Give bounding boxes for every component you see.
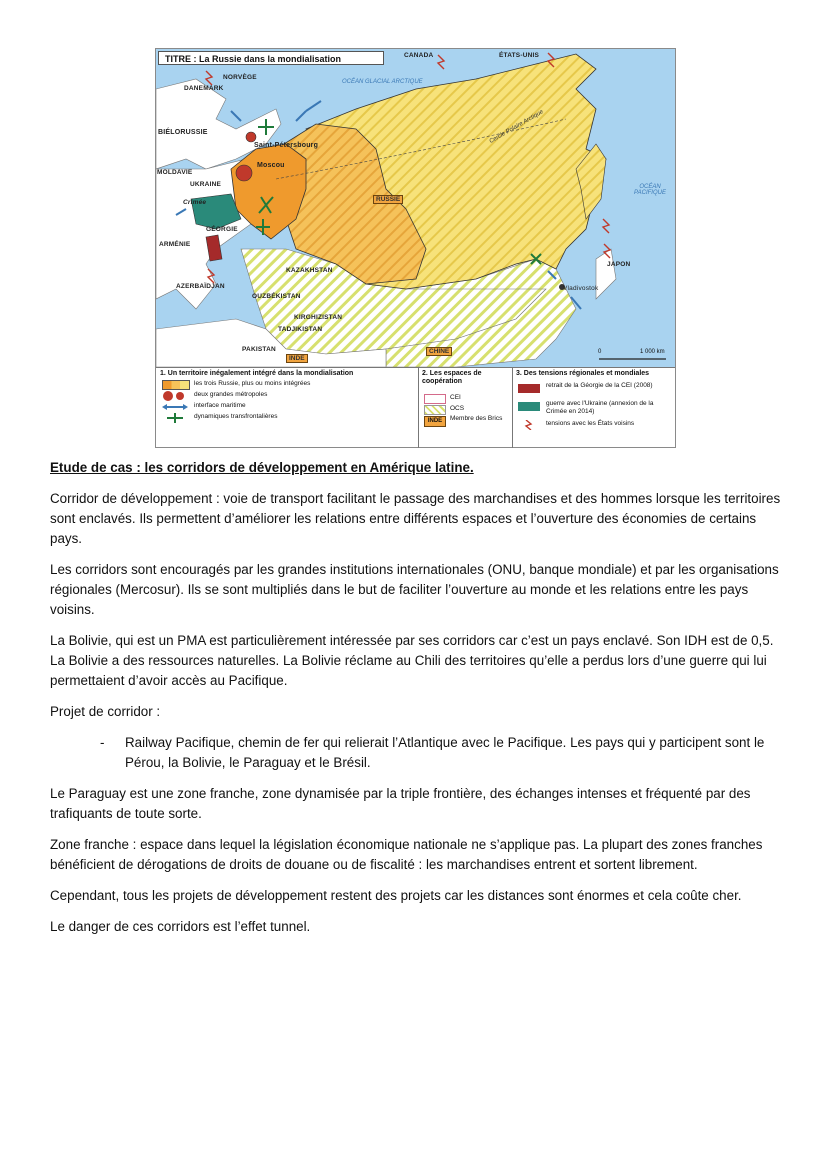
label-moldavie: MOLDAVIE <box>157 169 193 176</box>
paragraph: Zone franche : espace dans lequel la législation économique nationale ne s’applique pas. La plupart des zones franches bénéficient de dérogations de droits de douane ou de fiscalité : les marchandises entrent et sortent librement. <box>50 837 763 872</box>
label-danemark: DANEMARK <box>184 85 224 92</box>
legend-item: les trois Russie, plus ou moins intégrées <box>160 378 415 389</box>
label-saint-petersbourg: Saint-Pétersbourg <box>254 142 319 149</box>
label-bielorussie: BIÉLORUSSIE <box>158 129 208 136</box>
paragraph: Projet de corridor : <box>50 704 161 719</box>
bullet-item <box>50 733 782 773</box>
map-title: TITRE : La Russie dans la mondialisation <box>158 51 384 65</box>
legend-section-2 <box>422 370 510 434</box>
label-chine: CHINE <box>426 347 452 356</box>
label-azerbaidjan: AZERBAÏDJAN <box>176 283 225 290</box>
label-ocean-glacial: OCÉAN GLACIAL ARCTIQUE <box>342 79 423 85</box>
ukraine-swatch <box>518 402 540 411</box>
legend-item: interface maritime <box>160 400 415 411</box>
label-crimee: Crimée <box>183 199 207 206</box>
map-drawing <box>156 49 675 367</box>
label-kazakhstan: KAZAKHSTAN <box>286 267 333 274</box>
legend-item: OCS <box>422 403 510 414</box>
label-japon: JAPON <box>607 261 631 268</box>
paragraph: Cependant, tous les projets de développement restent des projets car les distances sont énormes et cela coûte cher. <box>50 888 742 903</box>
label-russie: RUSSIE <box>373 195 403 204</box>
scale-zero: 0 <box>598 349 602 355</box>
case-study-heading: Etude de cas : les corridors de développement en Amérique latine. <box>50 460 474 475</box>
map-legend <box>156 367 675 448</box>
moscou-marker <box>236 165 252 181</box>
label-ukraine: UKRAINE <box>190 181 222 188</box>
label-usa: ÉTATS-UNIS <box>499 52 540 59</box>
bullet-dash: - <box>100 735 105 750</box>
label-cercle-polaire: Cercle Polaire Arctique <box>488 109 545 145</box>
saint-petersbourg-marker <box>246 132 256 142</box>
legend-s1-title: 1. Un territoire inégalement intégré dans la mondialisation <box>160 370 354 377</box>
legend-divider <box>512 368 513 448</box>
legend-s2-title: 2. Les espaces de coopération <box>422 370 482 385</box>
maritime-arrow-swatch <box>162 402 188 410</box>
label-moscou: Moscou <box>257 162 285 169</box>
legend-item: guerre avec l'Ukraine (annexion de la Crimée en 2014) <box>516 400 672 418</box>
legend-section-3 <box>516 370 672 429</box>
paragraph: Corridor de développement : voie de transport facilitant le passage des marchandises et des hommes lorsque les territoires sont enclavés. Ils permettent d’améliorer les relations entre différents espaces et l’ouverture des économies de certains pays. <box>50 491 781 546</box>
paragraph: La Bolivie, qui est un PMA est particulièrement intéressée par ses corridors car c’est un pays enclavé. Son IDH est de 0,5. La Bolivie a des ressources naturelles. La Bolivie réclame au Chili des territoires qu’elle a perdus lors d’une guerre qui lui permettaient d’avoir accès au Pacifique. <box>50 633 774 688</box>
label-pakistan: PAKISTAN <box>242 346 276 353</box>
metropole-swatch <box>162 391 188 399</box>
legend-item: retrait de la Géorgie de la CEI (2008) <box>516 382 672 400</box>
label-georgie: GÉORGIE <box>206 226 238 233</box>
label-norvege: NORVÈGE <box>223 74 257 81</box>
legend-section-1 <box>160 370 415 422</box>
label-ocean-pacifique: OCÉAN PACIFIQUE <box>634 184 666 196</box>
legend-item: CEI <box>422 392 510 403</box>
legend-divider <box>418 368 419 448</box>
scale-km: 1 000 km <box>640 349 665 355</box>
label-canada: CANADA <box>404 52 434 59</box>
legend-item: dynamiques transfrontalières <box>160 411 415 422</box>
georgia-swatch <box>518 384 540 393</box>
legend-item: tensions avec les États voisins <box>516 418 672 429</box>
label-armenie: ARMÉNIE <box>159 241 191 248</box>
brics-swatch: INDE <box>424 416 446 427</box>
document-body <box>50 458 782 948</box>
legend-s3-title: 3. Des tensions régionales et mondiales <box>516 370 650 377</box>
legend-item: deux grandes métropoles <box>160 389 415 400</box>
russia-map-figure <box>155 48 676 448</box>
cross-border-swatch <box>162 413 188 421</box>
paragraph: Le danger de ces corridors est l’effet tunnel. <box>50 919 311 934</box>
paragraph: Le Paraguay est une zone franche, zone dynamisée par la triple frontière, des échanges intenses et fréquenté par des trafiquants de toute sorte. <box>50 786 751 821</box>
label-ouzbekistan: OUZBÉKISTAN <box>252 293 301 300</box>
label-tadjikistan: TADJIKISTAN <box>278 326 323 333</box>
label-inde: INDE <box>286 354 308 363</box>
tension-swatch <box>518 420 540 428</box>
label-vladivostok: Vladivostok <box>563 285 599 292</box>
paragraph: Les corridors sont encouragés par les grandes institutions internationales (ONU, banque mondiale) et par les organisations régionales (Mercosur). Ils se sont multipliés dans le but de faciliter l’ouverture au monde et les relations entre les pays voisins. <box>50 562 779 617</box>
label-kirghizistan: KIRGHIZISTAN <box>294 314 343 321</box>
bullet-text: Railway Pacifique, chemin de fer qui relierait l’Atlantique avec le Pacifique. Les pays qui y participent sont le Pérou, la Bolivie, le Paraguay et le Brésil. <box>125 735 765 770</box>
legend-item: INDE Membre des Brics <box>422 414 510 434</box>
